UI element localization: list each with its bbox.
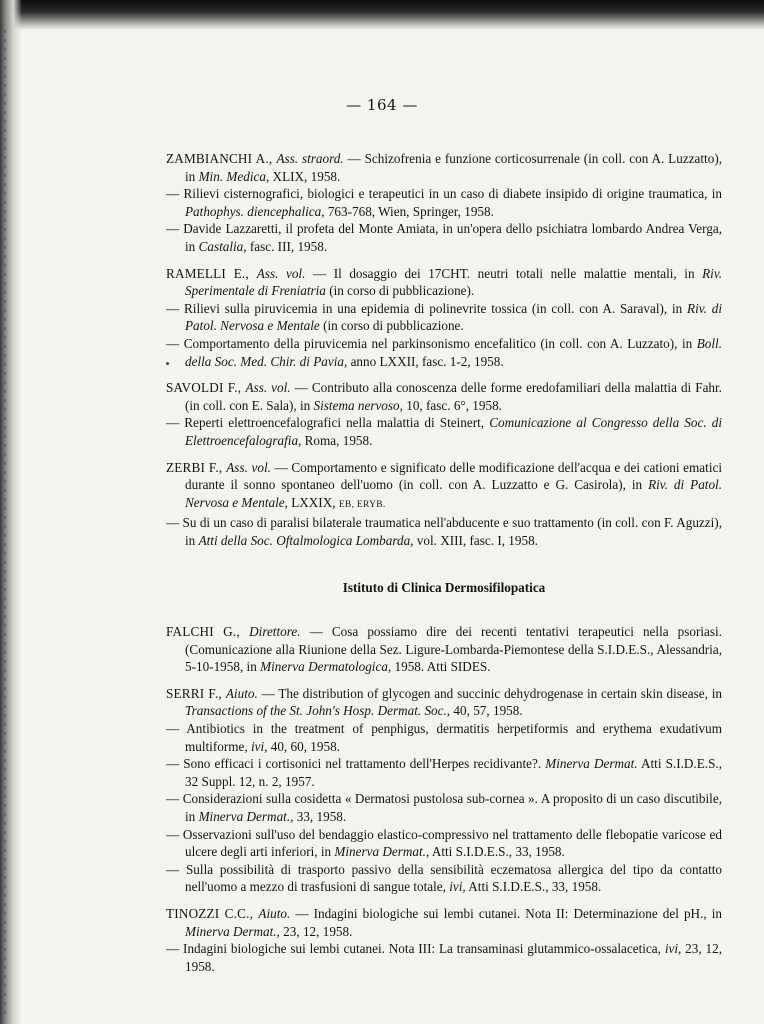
author-group bbox=[166, 623, 722, 676]
citation-entry-lead bbox=[166, 265, 722, 300]
author-group bbox=[166, 150, 722, 256]
citation-text: 40, 60, 1958. bbox=[267, 738, 340, 754]
citation-text: Atti S.I.D.E.S., 33, 1958. bbox=[465, 879, 602, 895]
citation-text: — Davide Lazzaretti, il profeta del Monte Amiata, in un'opera dello psichiatra lombardo Andrea Verga, in bbox=[166, 221, 722, 254]
scan-speck bbox=[166, 362, 169, 365]
italic-reference: Atti della Soc. Oftalmologica Lombarda, bbox=[198, 532, 414, 548]
citation-text: Atti S.I.D.E.S., 33, 1958. bbox=[429, 844, 565, 860]
citation-text: — Rilievi cisternografici, biologici e terapeutici in un caso di diabete insipido di origine traumatica, in bbox=[166, 186, 722, 202]
italic-reference: Minerva Dermat. bbox=[545, 756, 638, 772]
italic-reference: Minerva Dermatologica, bbox=[260, 659, 392, 675]
italic-reference: Ass. vol. bbox=[226, 459, 271, 475]
italic-reference: Transactions of the St. John's Hosp. Dermat. Soc., bbox=[185, 703, 451, 719]
author-name: TINOZZI C.C., bbox=[166, 905, 259, 921]
citation-text: Atti S.I.D.E.S., 32 Suppl. 12, n. 2, 1957. bbox=[185, 756, 723, 789]
citation-text: — Sulla possibilità di trasporto passivo della sensibilità eczematosa allergica del tipo da contatto nell'uomo a mezzo di trasfusioni di sangue totale, bbox=[166, 861, 722, 895]
citation-entry bbox=[166, 720, 722, 755]
citation-text: — Comportamento e significato delle modificazione dell'acqua e dei cationi ematici durante il sonno spontaneo dell'uomo (in coll. con A. Luzzatto e G. Casirola), in bbox=[185, 459, 722, 493]
citation-entry-lead bbox=[166, 905, 722, 940]
citation-text: (in corso di pubblicazione). bbox=[325, 283, 475, 299]
citation-entry-lead bbox=[166, 379, 722, 414]
citation-text: 1958. Atti SIDES. bbox=[391, 659, 491, 675]
citation-text: 40, 57, 1958. bbox=[450, 703, 523, 719]
citation-text: — Comportamento della piruvicemia nel parkinsonismo encefalitico (in coll. con A. Luzzato), in bbox=[166, 335, 697, 351]
scan-top-shadow bbox=[0, 0, 764, 30]
citation-text: — Sono efficaci i cortisonici nel trattamento dell'Herpes recidivante?. bbox=[166, 756, 546, 772]
italic-reference: Sistema nervoso, bbox=[313, 397, 403, 413]
citation-text: 23, 12, 1958. bbox=[185, 941, 722, 974]
citation-entry bbox=[166, 790, 722, 825]
citation-entry bbox=[166, 940, 722, 975]
citation-text: — The distribution of glycogen and succinic dehydrogenase in certain skin disease, in bbox=[257, 685, 722, 701]
citation-entry bbox=[166, 861, 722, 896]
citation-text: — Schizofrenia e funzione corticosurrenale (in coll. con A. Luzzatto), in bbox=[185, 151, 723, 184]
author-group bbox=[166, 685, 722, 896]
author-group bbox=[166, 459, 722, 550]
citation-text: — Considerazioni sulla cosidetta « Dermatosi pustolosa sub-cornea ». A proposito di un caso discutibile, in bbox=[166, 791, 722, 824]
italic-reference: Castalia, bbox=[198, 238, 247, 254]
citation-text: Roma, 1958. bbox=[301, 432, 373, 448]
author-group bbox=[166, 905, 722, 975]
citation-text: — Su di un caso di paralisi bilaterale traumatica nell'abducente e suo trattamento (in coll. con F. Aguzzi), in bbox=[166, 515, 722, 548]
citation-text: — Rilievi sulla piruvicemia in una epidemia di polinevrite tossica (in coll. con A. Saraval), in bbox=[166, 300, 688, 316]
citation-text: — Reperti elettroencefalografici nella malattia di Steinert, bbox=[166, 415, 490, 431]
smallcaps-note: EB, ERYB. bbox=[338, 499, 386, 510]
italic-reference: ivi, bbox=[250, 738, 268, 754]
italic-reference: Riv. di Patol. Nervosa e Mentale bbox=[185, 300, 722, 334]
author-name: SAVOLDI F., bbox=[166, 380, 246, 396]
citation-text: anno LXXII, fasc. 1-2, 1958. bbox=[347, 353, 504, 369]
citation-text: 33, 1958. bbox=[293, 809, 347, 824]
citation-entry bbox=[166, 335, 722, 370]
citation-text: LXXIX, bbox=[287, 494, 339, 510]
author-name: FALCHI G., bbox=[166, 624, 250, 640]
citation-entry-lead bbox=[166, 623, 722, 676]
citation-entry bbox=[166, 220, 722, 255]
citation-text: 23, 12, 1958. bbox=[279, 923, 353, 939]
italic-reference: Direttore. bbox=[249, 624, 301, 640]
italic-reference: Ass. vol. bbox=[256, 265, 306, 281]
author-name: ZERBI F., bbox=[166, 459, 227, 475]
citation-entry-lead bbox=[166, 685, 722, 720]
italic-reference: Ass. straord. bbox=[276, 151, 344, 166]
italic-reference: Comunicazione al Congresso della Soc. di Elettroencefalografia, bbox=[185, 415, 723, 448]
citation-text: — Indagini biologiche sui lembi cutanei. Nota III: La transaminasi glutammico-ossalacetica, bbox=[166, 941, 665, 957]
italic-reference: ivi, bbox=[664, 941, 682, 957]
citation-text: 10, fasc. 6°, 1958. bbox=[402, 397, 502, 413]
citation-text: (in corso di pubblicazione. bbox=[319, 318, 464, 334]
citation-entry-lead bbox=[166, 459, 722, 515]
page-number: — 164 — bbox=[346, 96, 418, 114]
author-name: ZAMBIANCHI A., bbox=[166, 151, 277, 166]
citation-entry-lead bbox=[166, 150, 722, 185]
italic-reference: Minerva Dermat., bbox=[198, 809, 294, 824]
author-group bbox=[166, 379, 722, 449]
citation-text: 763-768, Wien, Springer, 1958. bbox=[324, 203, 494, 219]
citation-text: — Indagini biologiche sui lembi cutanei. Nota II: Determinazione del pH., in bbox=[290, 905, 722, 921]
italic-reference: Aiuto. bbox=[258, 905, 291, 921]
italic-reference: Boll. della Soc. Med. Chir. di Pavia, bbox=[185, 335, 722, 369]
author-name: SERRI F., bbox=[166, 685, 226, 701]
citation-text: — Il dosaggio dei 17CHT. neutri totali nelle malattie mentali, in bbox=[305, 265, 703, 281]
citation-text: XLIX, 1958. bbox=[269, 168, 341, 184]
citation-entry bbox=[166, 514, 722, 549]
section-heading: Istituto di Clinica Dermosifilopatica bbox=[342, 580, 546, 596]
scan-left-margin-shadow bbox=[0, 0, 22, 1024]
citation-entry bbox=[166, 185, 722, 220]
italic-reference: Minerva Dermat., bbox=[334, 844, 430, 860]
citation-entry bbox=[166, 300, 722, 335]
author-group bbox=[166, 265, 722, 371]
italic-reference: Ass. vol. bbox=[245, 380, 291, 396]
italic-reference: ivi, bbox=[449, 879, 466, 895]
italic-reference: Minerva Dermat., bbox=[185, 923, 280, 939]
citation-text: — Antibiotics in the treatment of penphigus, dermatitis herpetiformis and erythema exudativum multiforme, bbox=[166, 721, 722, 754]
author-name: RAMELLI E., bbox=[166, 265, 257, 281]
citation-text: — Osservazioni sull'uso del bendaggio elastico-compressivo nel trattamento delle flebopatie varicose ed ulcere degli arti inferiori, in bbox=[166, 826, 722, 860]
italic-reference: Riv. di Patol. Nervosa e Mentale, bbox=[185, 477, 723, 510]
citation-entry bbox=[166, 755, 722, 790]
citation-text: — Contributo alla conoscenza delle forme eredofamiliari della malattia di Fahr. (in coll. con E. Sala), in bbox=[185, 380, 722, 413]
italic-reference: Pathophys. diencephalica, bbox=[185, 203, 325, 219]
italic-reference: Aiuto. bbox=[225, 685, 258, 701]
citation-text: vol. XIII, fasc. I, 1958. bbox=[413, 532, 538, 548]
italic-reference: Min. Medica, bbox=[198, 168, 270, 184]
italic-reference: Riv. Sperimentale di Freniatria bbox=[185, 265, 723, 299]
citation-entry bbox=[166, 414, 722, 449]
citation-text: — Cosa possiamo dire dei recenti tentativi terapeutici nella psoriasi. (Comunicazione alla Riunione della Sez. Ligure-Lombarda-Piemontese della S.I.D.E.S., Alessandria, 5-10-1958, in bbox=[185, 624, 722, 675]
citation-text: fasc. III, 1958. bbox=[246, 238, 328, 254]
bibliography-list bbox=[166, 150, 722, 984]
citation-entry bbox=[166, 826, 722, 861]
